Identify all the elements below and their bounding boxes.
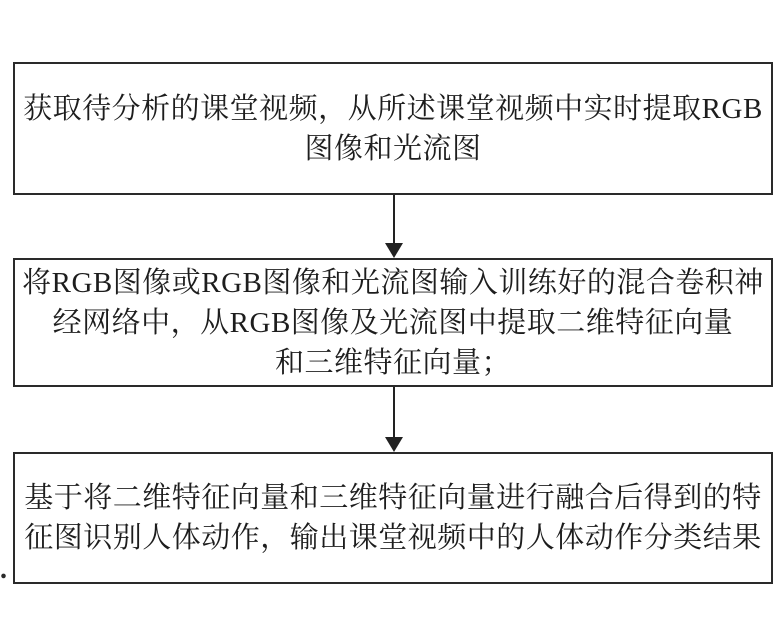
flow-step-2-text-line-2: 经网络中，从RGB图像及光流图中提取二维特征向量: [52, 306, 734, 339]
connector-step2-to-step3: [384, 387, 404, 452]
flow-step-1-text-line-2: 图像和光流图: [304, 132, 482, 165]
flow-step-3-text-line-2: 征图识别人体动作，输出课堂视频中的人体动作分类结果: [24, 522, 762, 554]
flow-step-2-text-line-1: 将RGB图像或RGB图像和光流图输入训练好的混合卷积神: [22, 266, 764, 299]
down-arrow-icon: [385, 243, 403, 258]
flow-step-1-box: [13, 62, 773, 195]
flow-step-2-box: [13, 258, 773, 387]
flow-step-2-text-line-3: 和三维特征向量；: [274, 346, 511, 379]
down-arrow-icon: [385, 437, 403, 452]
flow-step-3-text-line-1: 基于将二维特征向量和三维特征向量进行融合后得到的特: [24, 482, 762, 514]
connector-step1-to-step2: [384, 195, 404, 258]
stray-ink-dot: .: [0, 554, 7, 585]
arrow-shaft: [393, 195, 395, 243]
arrow-shaft: [393, 387, 395, 437]
flow-step-1-text-line-1: 获取待分析的课堂视频，从所述课堂视频中实时提取RGB: [23, 92, 763, 125]
flow-step-3-box: [13, 452, 773, 584]
